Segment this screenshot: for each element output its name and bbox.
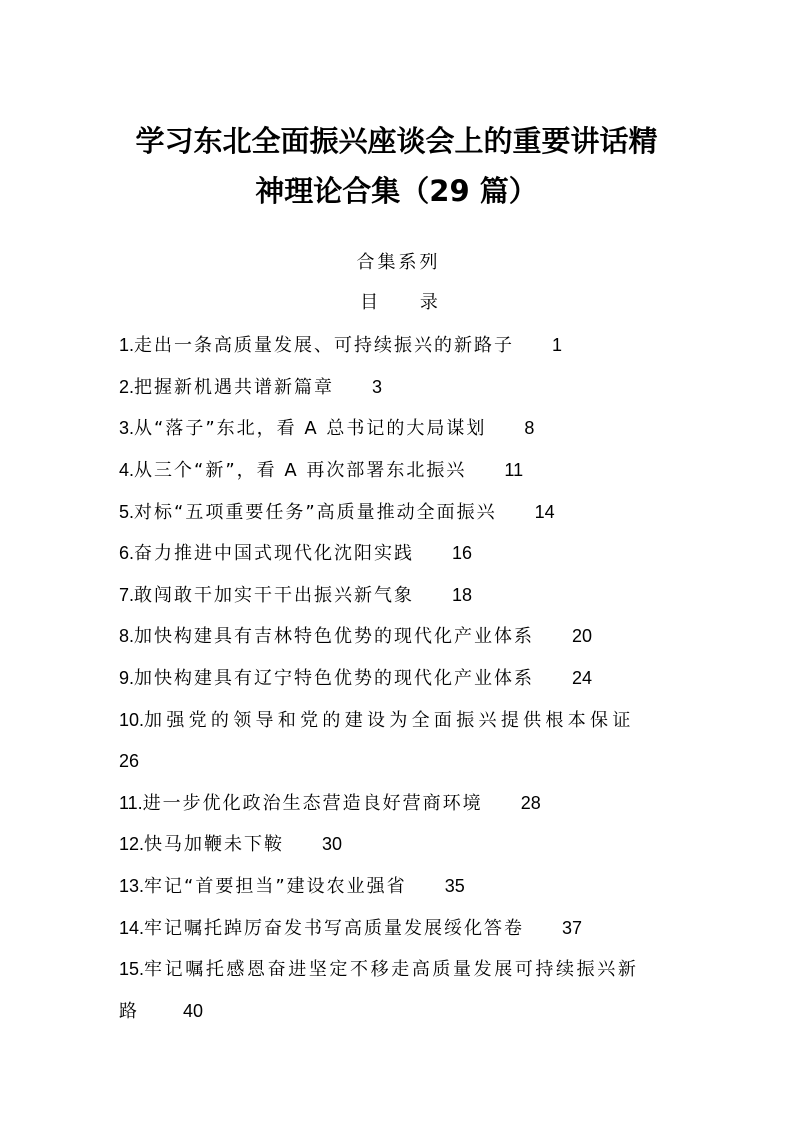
- series-label: 合集系列: [356, 252, 441, 273]
- toc-entry-number: 9.: [119, 668, 135, 688]
- document-title-line-2: 神理论合集（29 篇）: [255, 174, 538, 208]
- toc-entry-number: 12.: [119, 834, 145, 854]
- toc-entry-2[interactable]: [119, 378, 382, 397]
- toc-entry-page: 14: [534, 502, 555, 522]
- toc-entry-title: 从三个“新”，看 A 再次部署东北振兴: [134, 460, 467, 481]
- toc-entry-number: 6.: [119, 543, 135, 563]
- toc-entry-6[interactable]: [119, 544, 472, 563]
- toc-entry-3[interactable]: [119, 419, 534, 438]
- toc-entry-number: 14.: [119, 918, 145, 938]
- toc-entry-page: 8: [524, 418, 535, 438]
- toc-entry-page: 3: [372, 377, 383, 397]
- toc-entry-number: 10.: [119, 710, 145, 730]
- document-title-line-1: 学习东北全面振兴座谈会上的重要讲话精: [135, 124, 658, 158]
- toc-entry-11[interactable]: [119, 794, 541, 813]
- toc-entry-number: 4.: [119, 460, 135, 480]
- toc-entry-10-continuation: [119, 752, 139, 771]
- toc-entry-number: 1.: [119, 335, 135, 355]
- toc-entry-10[interactable]: [119, 711, 635, 730]
- toc-entry-page: 26: [119, 751, 140, 771]
- toc-entry-title: 加快构建具有吉林特色优势的现代化产业体系: [134, 626, 535, 647]
- toc-entry-15[interactable]: [119, 960, 638, 979]
- toc-entry-8[interactable]: [119, 627, 592, 646]
- toc-entry-number: 13.: [119, 876, 145, 896]
- toc-entry-page: 35: [444, 876, 465, 896]
- toc-entry-number: 11.: [119, 793, 143, 813]
- toc-entry-title: 快马加鞭未下鞍: [144, 834, 285, 855]
- toc-entry-14[interactable]: [119, 919, 582, 938]
- toc-entry-title: 走出一条高质量发展、可持续振兴的新路子: [134, 335, 515, 356]
- toc-entry-page: 1: [552, 335, 563, 355]
- toc-entry-page: 40: [183, 1001, 204, 1021]
- toc-entry-5[interactable]: [119, 503, 555, 522]
- toc-entry-12[interactable]: [119, 835, 342, 854]
- toc-entry-page: 30: [322, 834, 343, 854]
- toc-entry-1[interactable]: [119, 336, 562, 355]
- toc-entry-title: 牢记“首要担当”建设农业强省: [144, 876, 407, 897]
- toc-entry-number: 8.: [119, 626, 135, 646]
- toc-entry-number: 5.: [119, 502, 135, 522]
- toc-entry-page: 37: [562, 918, 583, 938]
- toc-entry-page: 20: [572, 626, 593, 646]
- toc-entry-9[interactable]: [119, 669, 592, 688]
- toc-entry-page: 18: [452, 585, 473, 605]
- toc-entry-page: 24: [572, 668, 593, 688]
- toc-entry-title: 从“落子”东北，看 A 总书记的大局谋划: [134, 418, 487, 439]
- toc-heading: 目 录: [360, 292, 441, 313]
- toc-entry-title-continuation: 路: [119, 1001, 137, 1022]
- toc-entry-title: 对标“五项重要任务”高质量推动全面振兴: [134, 502, 497, 523]
- toc-entry-15-continuation: [119, 1002, 203, 1021]
- toc-entry-title: 敢闯敢干加实干干出振兴新气象: [134, 585, 415, 606]
- toc-entry-number: 2.: [119, 377, 135, 397]
- toc-entry-page: 16: [452, 543, 473, 563]
- toc-entry-7[interactable]: [119, 586, 472, 605]
- toc-entry-title: 把握新机遇共谱新篇章: [134, 377, 335, 398]
- toc-entry-number: 15.: [119, 959, 145, 979]
- toc-entry-page: 28: [520, 793, 541, 813]
- toc-entry-title: 加强党的领导和党的建设为全面振兴提供根本保证: [144, 710, 635, 731]
- toc-entry-number: 3.: [119, 418, 135, 438]
- toc-entry-title: 牢记嘱托踔厉奋发书写高质量发展绥化答卷: [144, 918, 525, 939]
- toc-entry-title: 奋力推进中国式现代化沈阳实践: [134, 543, 415, 564]
- toc-entry-page: 11: [504, 460, 524, 480]
- toc-entry-title: 牢记嘱托感恩奋进坚定不移走高质量发展可持续振兴新: [144, 959, 639, 980]
- toc-entry-13[interactable]: [119, 877, 465, 896]
- toc-entry-title: 进一步优化政治生态营造良好营商环境: [142, 793, 483, 814]
- toc-entry-title: 加快构建具有辽宁特色优势的现代化产业体系: [134, 668, 535, 689]
- toc-entry-4[interactable]: [119, 461, 523, 480]
- toc-entry-number: 7.: [119, 585, 135, 605]
